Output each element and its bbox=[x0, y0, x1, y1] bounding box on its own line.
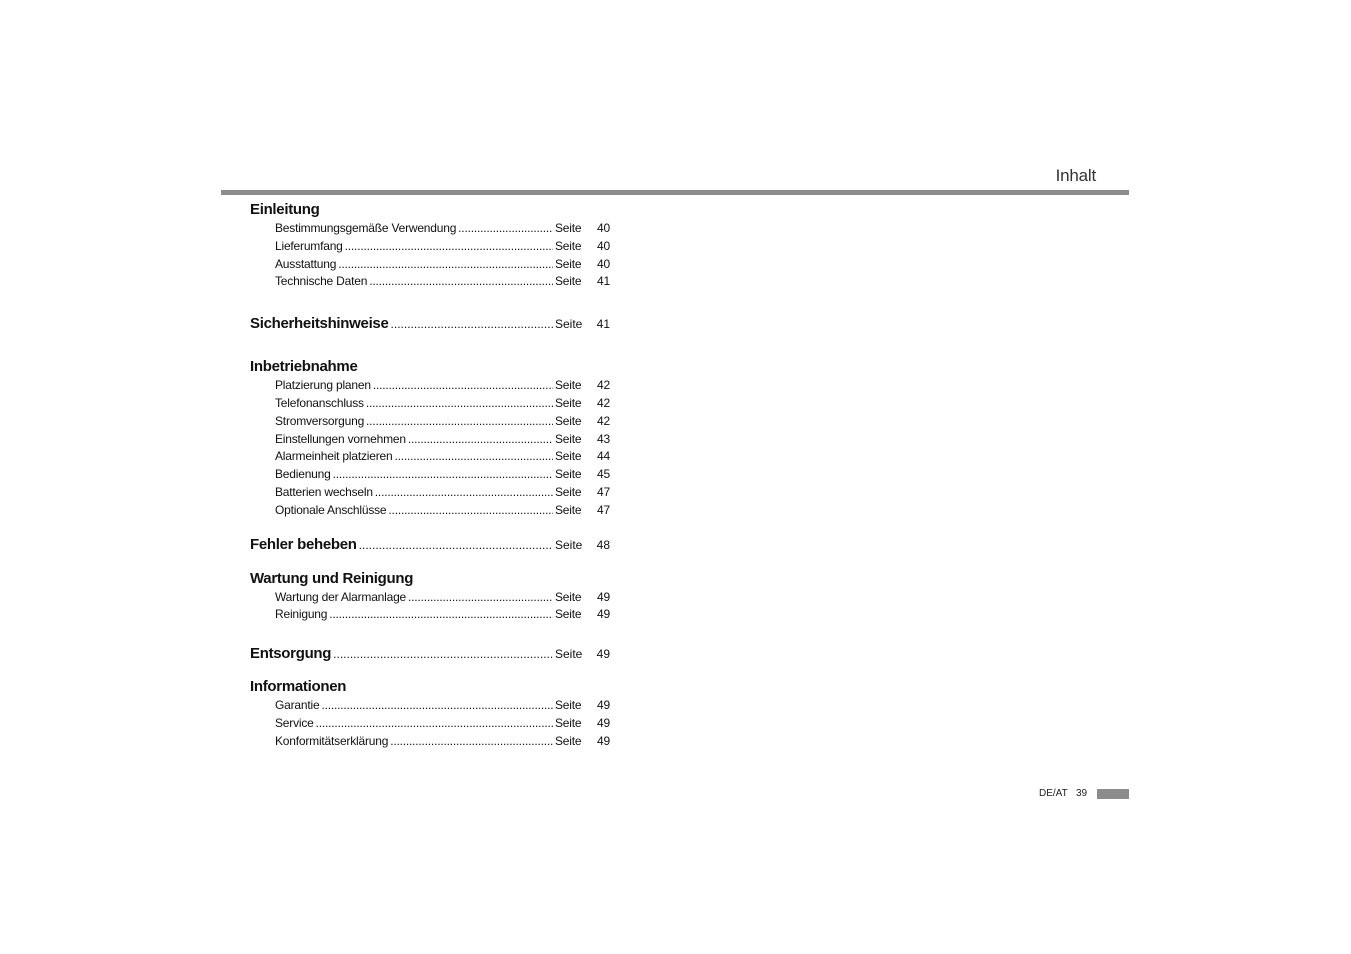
entry-label: Bedienung bbox=[275, 467, 331, 482]
entry-label: Batterien wechseln bbox=[275, 484, 373, 499]
section-label: Sicherheitshinweise bbox=[250, 315, 389, 333]
page-number: 48 bbox=[596, 537, 610, 552]
header-rule bbox=[221, 190, 1129, 195]
leader-dots bbox=[388, 502, 553, 520]
seite-label: Seite bbox=[555, 449, 582, 464]
leader-dots bbox=[375, 484, 553, 502]
entry-label: Bestimmungsgemäße Verwendung bbox=[275, 221, 457, 235]
leader-dots bbox=[321, 697, 553, 715]
page-number: 40 bbox=[597, 221, 610, 235]
leader-dots bbox=[316, 715, 553, 733]
entry-label: Alarmeinheit platzieren bbox=[275, 449, 393, 464]
page-number: 40 bbox=[597, 256, 610, 271]
page-number: 40 bbox=[597, 238, 610, 253]
toc-entry[interactable] bbox=[250, 606, 610, 624]
toc-section-fehler-beheben[interactable] bbox=[250, 534, 610, 556]
toc-entry[interactable] bbox=[250, 733, 610, 751]
toc-entry[interactable] bbox=[250, 715, 610, 733]
leader-dots bbox=[366, 395, 553, 413]
leader-dots bbox=[338, 256, 553, 274]
seite-label: Seite bbox=[555, 484, 582, 499]
seite-label: Seite bbox=[555, 698, 582, 713]
seite-label: Seite bbox=[555, 715, 582, 730]
toc-entry[interactable] bbox=[250, 395, 610, 413]
toc-section-informationen bbox=[250, 677, 610, 750]
leader-dots bbox=[408, 589, 553, 607]
seite-label: Seite bbox=[555, 647, 583, 662]
page-number: 43 bbox=[597, 431, 610, 446]
toc-entry[interactable] bbox=[250, 589, 610, 607]
seite-label: Seite bbox=[555, 431, 582, 446]
seite-label: Seite bbox=[555, 274, 582, 289]
entry-label: Ausstattung bbox=[275, 256, 337, 271]
toc-entry[interactable] bbox=[250, 448, 610, 466]
leader-dots bbox=[390, 733, 553, 751]
page-number: 42 bbox=[597, 413, 610, 428]
page-number: 49 bbox=[597, 733, 610, 748]
entry-label: Wartung der Alarmanlage bbox=[275, 589, 407, 604]
section-label: Fehler beheben bbox=[250, 535, 357, 553]
leader-dots bbox=[333, 466, 553, 484]
entry-label: Platzierung planen bbox=[275, 378, 371, 393]
seite-label: Seite bbox=[555, 238, 582, 253]
seite-label: Seite bbox=[555, 317, 583, 332]
entry-label: Technische Daten bbox=[275, 274, 368, 289]
leader-dots bbox=[394, 448, 553, 466]
seite-label: Seite bbox=[555, 395, 582, 410]
entry-label: Konformitätserklärung bbox=[275, 733, 389, 748]
table-of-contents bbox=[250, 200, 610, 751]
page-number: 49 bbox=[597, 698, 610, 713]
entry-label: Garantie bbox=[275, 698, 320, 713]
toc-entry[interactable] bbox=[250, 466, 610, 484]
section-label: Entsorgung bbox=[250, 645, 332, 663]
section-heading: Wartung und Reinigung bbox=[250, 569, 414, 587]
leader-dots bbox=[366, 413, 553, 431]
page-number: 45 bbox=[597, 467, 610, 482]
entry-label: Lieferumfang bbox=[275, 238, 343, 253]
footer-page-number: 39 bbox=[1076, 788, 1088, 799]
leader-dots bbox=[458, 220, 553, 238]
entry-label: Einstellungen vornehmen bbox=[275, 431, 406, 446]
page-title: Inhalt bbox=[1055, 166, 1096, 185]
toc-section-einleitung bbox=[250, 200, 610, 291]
leader-dots bbox=[391, 313, 553, 335]
leader-dots bbox=[333, 643, 553, 665]
page-number: 47 bbox=[597, 484, 610, 499]
footer-language: DE/AT bbox=[1039, 788, 1068, 799]
seite-label: Seite bbox=[555, 607, 582, 622]
toc-entry[interactable] bbox=[250, 502, 610, 520]
entry-label: Telefonanschluss bbox=[275, 395, 364, 410]
page-number: 49 bbox=[597, 607, 610, 622]
seite-label: Seite bbox=[555, 413, 582, 428]
toc-entry[interactable] bbox=[250, 413, 610, 431]
leader-dots bbox=[329, 606, 553, 624]
page-number: 44 bbox=[597, 449, 610, 464]
seite-label: Seite bbox=[555, 589, 582, 604]
entry-label: Stromversorgung bbox=[275, 413, 365, 428]
toc-entry[interactable] bbox=[250, 256, 610, 274]
toc-entry[interactable] bbox=[250, 238, 610, 256]
entry-label: Optionale Anschlüsse bbox=[275, 502, 387, 517]
entry-label: Reinigung bbox=[275, 607, 328, 622]
toc-entry[interactable] bbox=[250, 220, 610, 238]
toc-entry[interactable] bbox=[250, 431, 610, 449]
entry-label: Service bbox=[275, 715, 314, 730]
page-number: 42 bbox=[597, 378, 610, 393]
leader-dots bbox=[408, 431, 553, 449]
section-heading: Einleitung bbox=[250, 201, 320, 218]
toc-section-sicherheitshinweise[interactable] bbox=[250, 313, 610, 335]
leader-dots bbox=[359, 534, 553, 556]
page-number: 42 bbox=[597, 395, 610, 410]
page-number: 49 bbox=[597, 589, 610, 604]
leader-dots bbox=[345, 238, 553, 256]
leader-dots bbox=[369, 273, 553, 291]
toc-entry[interactable] bbox=[250, 697, 610, 715]
seite-label: Seite bbox=[555, 256, 582, 271]
section-heading: Informationen bbox=[250, 678, 347, 696]
page-number: 47 bbox=[597, 502, 610, 517]
leader-dots bbox=[373, 377, 553, 395]
seite-label: Seite bbox=[555, 467, 582, 482]
toc-entry[interactable] bbox=[250, 484, 610, 502]
seite-label: Seite bbox=[555, 733, 582, 748]
toc-section-inbetriebnahme bbox=[250, 357, 610, 519]
seite-label: Seite bbox=[555, 221, 582, 235]
footer-bar bbox=[1097, 789, 1129, 799]
toc-entry[interactable] bbox=[250, 377, 610, 395]
page-number: 49 bbox=[596, 647, 610, 662]
toc-section-entsorgung[interactable] bbox=[250, 643, 610, 665]
seite-label: Seite bbox=[555, 502, 582, 517]
toc-section-wartung bbox=[250, 569, 610, 625]
page-number: 41 bbox=[597, 274, 610, 289]
page-number: 41 bbox=[596, 317, 610, 332]
section-heading: Inbetriebnahme bbox=[250, 358, 358, 376]
page-number: 49 bbox=[597, 715, 610, 730]
seite-label: Seite bbox=[555, 537, 583, 552]
seite-label: Seite bbox=[555, 378, 582, 393]
toc-entry[interactable] bbox=[250, 273, 610, 291]
